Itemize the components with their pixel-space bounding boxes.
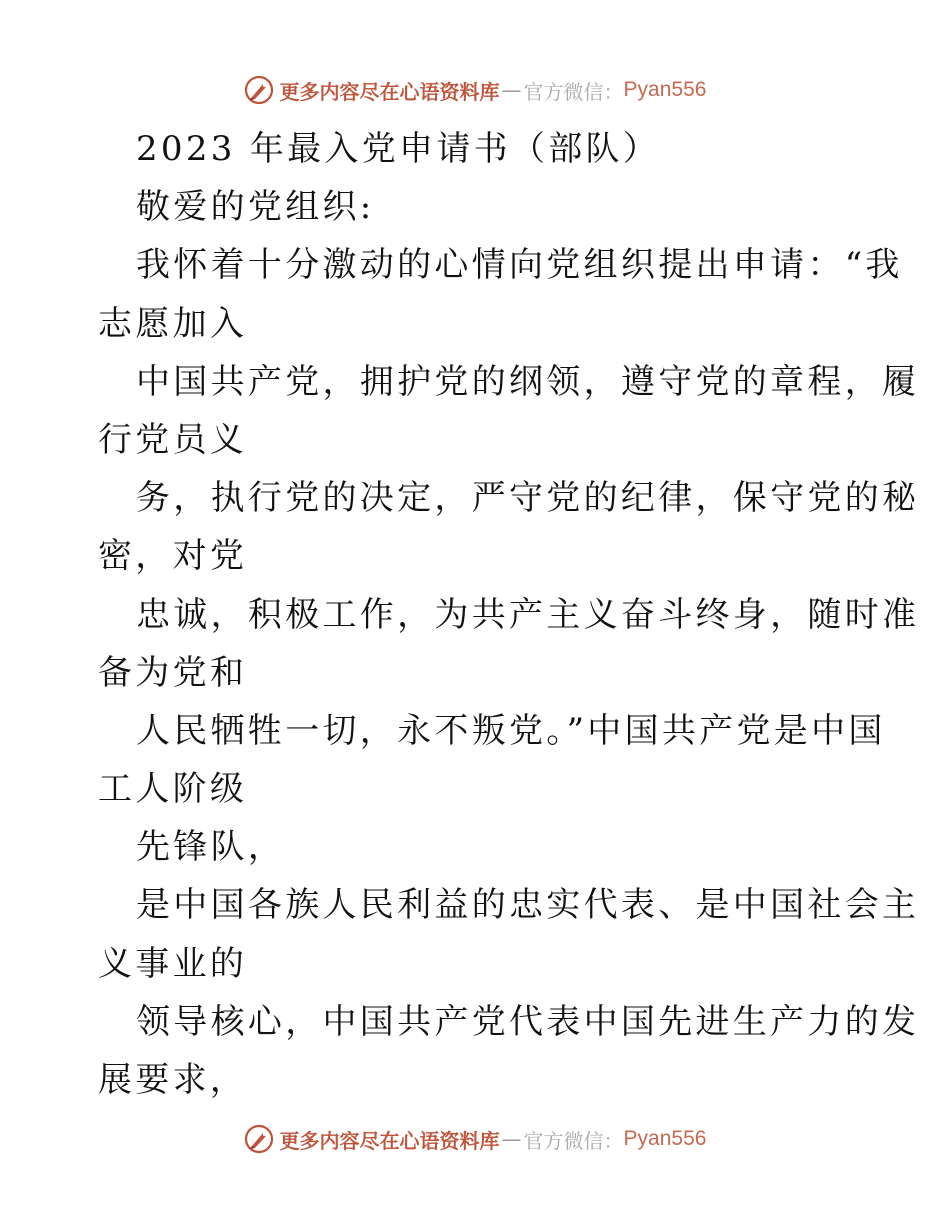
text-line: 行党员义 — [98, 419, 248, 460]
watermark-separator: — — [501, 1127, 522, 1151]
text-line: 备为党和 — [98, 652, 248, 693]
pen-logo-icon — [244, 75, 274, 105]
text-line: 是中国各族人民利益的忠实代表、是中国社会主 — [136, 885, 920, 926]
watermark-wechat-id: Pyan556 — [623, 78, 707, 101]
watermark-separator: — — [501, 78, 522, 102]
text-line: 先锋队， — [136, 827, 286, 868]
text-line: 义事业的 — [98, 943, 248, 984]
footer-watermark — [0, 1122, 950, 1156]
text-line: 领导核心，中国共产党代表中国先进生产力的发 — [136, 1001, 920, 1042]
watermark-wechat-id: Pyan556 — [623, 1127, 707, 1150]
salutation: 敬爱的党组织: — [136, 187, 375, 228]
text-line: 人民牺牲一切，永不叛党。”中国共产党是中国 — [136, 710, 886, 751]
text-line: 密，对党 — [98, 536, 248, 577]
document-body — [98, 120, 920, 1109]
watermark-site-text: 更多内容尽在心语资料库 — [279, 1128, 500, 1153]
text-line: 展要求， — [98, 1060, 248, 1100]
header-watermark — [0, 73, 950, 107]
text-line: 志愿加入 — [98, 303, 248, 344]
pen-logo-icon — [244, 1124, 274, 1154]
watermark-label: 官方微信： — [523, 79, 624, 104]
text-line: 中国共产党，拥护党的纲领，遵守党的章程，履 — [136, 361, 920, 402]
watermark-label: 官方微信： — [523, 1128, 624, 1153]
text-line: 务，执行党的决定，严守党的纪律，保守党的秘 — [136, 478, 920, 519]
text-line: 忠诚，积极工作，为共产主义奋斗终身，随时准 — [136, 594, 920, 635]
watermark-site-text: 更多内容尽在心语资料库 — [279, 79, 500, 104]
document-title: 2023 年最入党申请书（部队） — [136, 129, 661, 169]
text-line: 我怀着十分激动的心情向党组织提出申请：“我 — [136, 245, 903, 286]
text-line: 工人阶级 — [98, 769, 248, 810]
